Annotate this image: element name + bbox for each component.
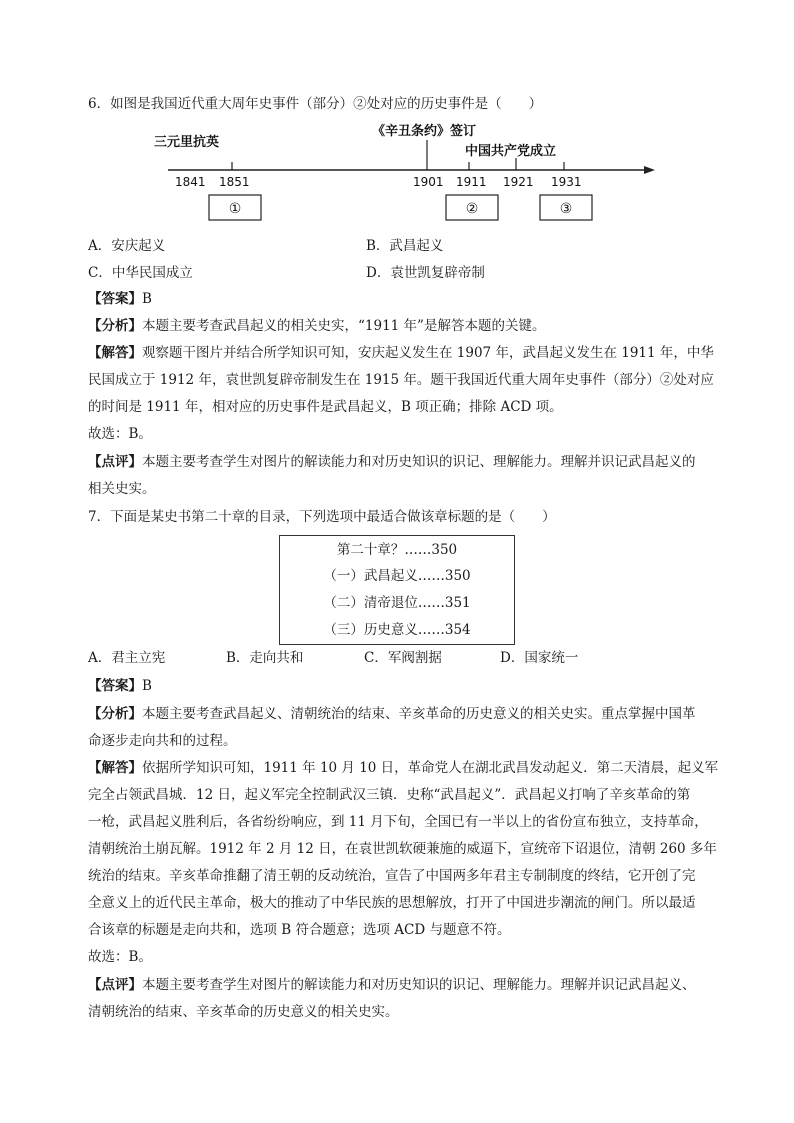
analysis-text: 本题主要考查武昌起义、清朝统治的结束、辛亥革命的历史意义的相关史实。重点掌握中国革 — [142, 706, 696, 722]
box-2-label: ② — [465, 201, 479, 217]
event-label-cpc: 中国共产党成立 — [465, 144, 557, 159]
q7-comment-line — [88, 975, 696, 995]
q6-comment-line — [88, 452, 696, 472]
q7-solution-line: 全意义上的近代民主革命，极大的推动了中华民族的思想解放，打开了中国进步潮流的闸门。所以最适 — [88, 895, 696, 911]
solution-text: 依据所学知识可知，1911 年 10 月 10 日，革命党人在湖北武昌发动起义．第二天清晨，起义军 — [142, 760, 719, 776]
q6-analysis — [88, 316, 545, 336]
q7-analysis-line — [88, 704, 696, 724]
comment-text: 本题主要考查学生对图片的解读能力和对历史知识的识记、理解能力。理解并识记武昌起义、 — [142, 977, 696, 993]
year-label: 1841 — [175, 175, 206, 189]
timeline-arrow-icon — [644, 166, 655, 174]
q7-solution-line: 一枪，武昌起义胜利后，各省纷纷响应，到 11 月下旬，全国已有一半以上的省份宣布独立，支持革命， — [88, 814, 708, 830]
q6-solution-line — [88, 343, 714, 363]
q7-solution-line: 完全占领武昌城．12 日，起义军完全控制武汉三镇．史称“武昌起义”．武昌起义打响了辛亥革命的第 — [88, 787, 691, 803]
q7-solution-line: 清朝统治土崩瓦解。1912 年 2 月 12 日，在袁世凯软硬兼施的威逼下，宣统帝下诏退位，清朝 260 多年 — [88, 841, 717, 857]
box-3-label: ③ — [559, 201, 573, 217]
q7-option-c: C．军阀割据 — [364, 650, 442, 666]
q6-option-d: D．袁世凯复辟帝制 — [366, 265, 485, 281]
q6-timeline — [0, 118, 794, 228]
analysis-text: 本题主要考查武昌起义的相关史实，“1911 年”是解答本题的关键。 — [142, 318, 546, 334]
answer-tag: 【答案】 — [88, 291, 142, 307]
q7-answer — [88, 676, 152, 696]
q7-conclusion: 故选：B。 — [88, 949, 152, 965]
comment-tag: 【点评】 — [88, 454, 142, 470]
toc-item: （二）清帝退位……351 — [323, 595, 471, 611]
analysis-tag: 【分析】 — [88, 706, 142, 722]
toc-item: （三）历史意义……354 — [323, 622, 471, 638]
q7-comment-line: 清朝统治的结束、辛亥革命的历史意义的相关史实。 — [88, 1004, 399, 1020]
comment-text: 本题主要考查学生对图片的解读能力和对历史知识的识记、理解能力。理解并识记武昌起义的 — [142, 454, 696, 470]
q7-solution-line: 统治的结束。辛亥革命推翻了清王朝的反动统治，宣告了中国两多年君主专制制度的终结，它开创了完 — [88, 868, 696, 884]
answer-tag: 【答案】 — [88, 678, 142, 694]
q7-solution-line — [88, 758, 718, 778]
answer-value: B — [142, 678, 152, 694]
solution-text: 观察题干图片并结合所学知识可知，安庆起义发生在 1907 年，武昌起义发生在 1911 年，中华 — [142, 345, 714, 361]
q6-answer — [88, 289, 152, 309]
toc-chapter-title: 第二十章？……350 — [336, 542, 458, 558]
q6-option-b: B．武昌起义 — [366, 238, 444, 254]
box-1-label: ① — [228, 201, 242, 217]
q6-solution-line: 民国成立于 1912 年，袁世凯复辟帝制发生在 1915 年。题干我国近代重大周年史事件（部分）②处对应 — [88, 372, 714, 388]
q6-conclusion: 故选：B。 — [88, 426, 152, 442]
q7-toc-box — [279, 535, 515, 645]
q6-comment-line: 相关史实。 — [88, 481, 156, 497]
solution-tag: 【解答】 — [88, 345, 142, 361]
toc-item: （一）武昌起义……350 — [323, 568, 471, 584]
year-label: 1911 — [456, 175, 487, 189]
event-label-sanyuanli: 三元里抗英 — [154, 135, 220, 150]
year-label: 1851 — [219, 175, 250, 189]
comment-tag: 【点评】 — [88, 977, 142, 993]
solution-tag: 【解答】 — [88, 760, 142, 776]
q7-option-b: B．走向共和 — [226, 650, 304, 666]
q7-stem: 7．下面是某史书第二十章的目录，下列选项中最适合做该章标题的是（ ） — [88, 509, 556, 525]
q7-solution-line: 合该章的标题是走向共和，选项 B 符合题意；选项 ACD 与题意不符。 — [88, 922, 511, 938]
answer-value: B — [142, 291, 152, 307]
q7-option-a: A．君主立宪 — [88, 650, 166, 666]
year-label: 1921 — [503, 175, 534, 189]
q7-option-d: D．国家统一 — [500, 650, 579, 666]
event-label-xinchou: 《辛丑条约》签订 — [372, 124, 477, 139]
analysis-tag: 【分析】 — [88, 318, 142, 334]
q7-analysis-line: 命逐步走向共和的过程。 — [88, 733, 237, 749]
q6-option-c: C．中华民国成立 — [88, 265, 193, 281]
year-label: 1931 — [551, 175, 582, 189]
q6-solution-line: 的时间是 1911 年，相对应的历史事件是武昌起义，B 项正确；排除 ACD 项。 — [88, 399, 563, 415]
q6-option-a: A．安庆起义 — [88, 238, 166, 254]
q6-stem: 6．如图是我国近代重大周年史事件（部分）②处对应的历史事件是（ ） — [88, 96, 543, 112]
year-label: 1901 — [413, 175, 444, 189]
